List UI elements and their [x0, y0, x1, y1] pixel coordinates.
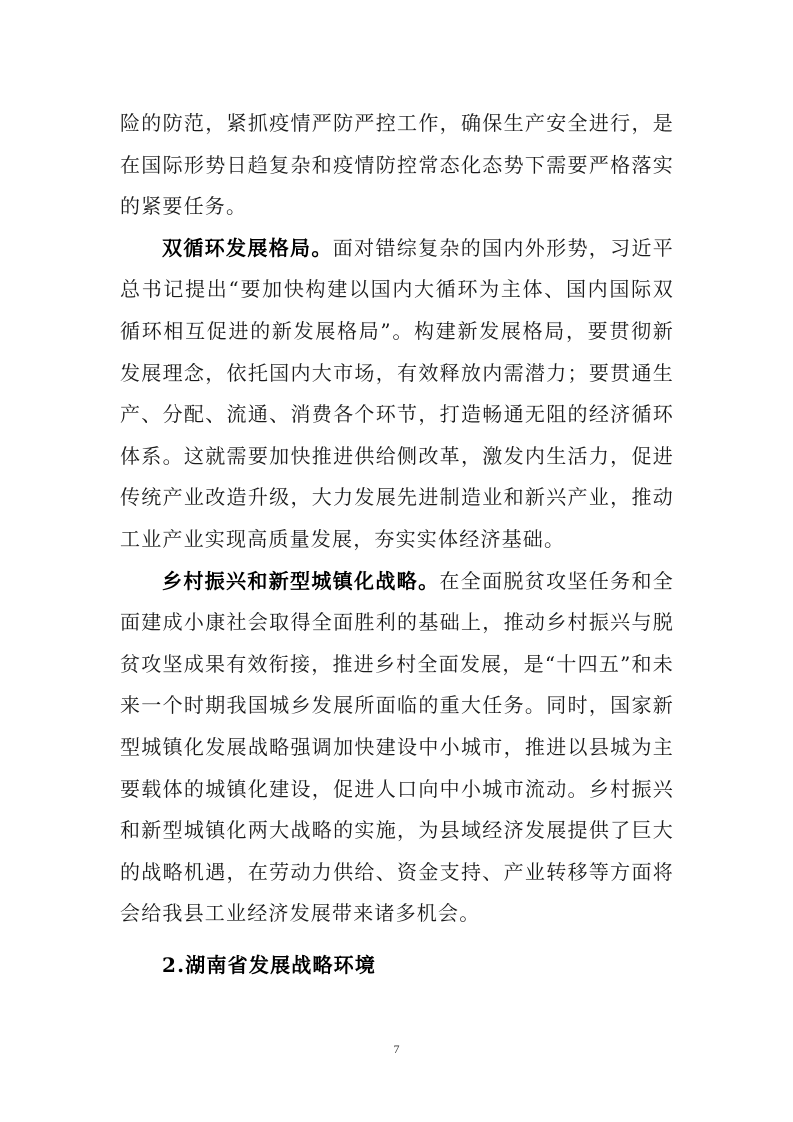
rural-revitalization-paragraph [120, 561, 674, 935]
document-body [120, 103, 674, 986]
continuation-paragraph: 险的防范，紧抓疫情严防严控工作，确保生产安全进行，是在国际形势日趋复杂和疫情防控常态化态势下需要严格落实的紧要任务。 [120, 111, 674, 219]
rural-revitalization-text: 在全面脱贫攻坚任务和全面建成小康社会取得全面胜利的基础上，推动乡村振兴与脱贫攻坚成果有效衔接，推进乡村全面发展，是“十四五”和未来一个时期我国城乡发展所面临的重大任务。同时，国家新型城镇化发展战略强调加快建设中小城市，推进以县城为主要载体的城镇化建设，促进人口向中小城市流动。乡村振兴和新型城镇化两大战略的实施，为县域经济发展提供了巨大的战略机遇，在劳动力供给、资金支持、产业转移等方面将会给我县工业经济发展带来诸多机会。 [120, 568, 674, 926]
dual-circulation-paragraph [120, 228, 674, 561]
rural-revitalization-lead: 乡村振兴和新型城镇化战略。 [162, 568, 440, 593]
dual-circulation-text: 面对错综复杂的国内外形势，习近平总书记提出“要加快构建以国内大循环为主体、国内国际双循环相互促进的新发展格局”。构建新发展格局，要贯彻新发展理念，依托国内大市场，有效释放内需潜力；要贯通生产、分配、流通、消费各个环节，打造畅通无阻的经济循环体系。这就需要加快推进供给侧改革，激发内生活力，促进传统产业改造升级，大力发展先进制造业和新兴产业，推动工业产业实现高质量发展，夯实实体经济基础。 [120, 235, 674, 551]
page-number: 7 [393, 1042, 400, 1056]
section-heading: 2.湖南省发展战略环境 [162, 952, 377, 977]
dual-circulation-lead: 双循环发展格局。 [162, 235, 333, 260]
